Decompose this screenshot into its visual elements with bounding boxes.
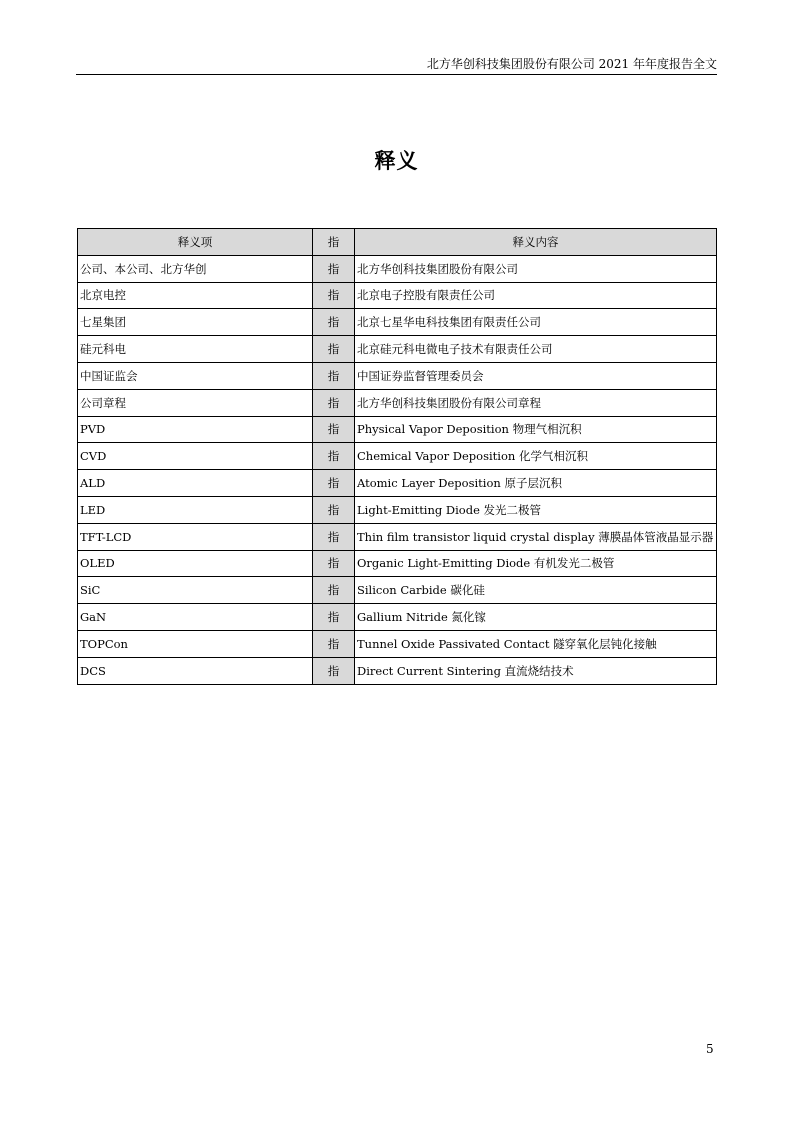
- ref-cell: 指: [313, 389, 355, 416]
- definition-cell: Atomic Layer Deposition 原子层沉积: [355, 470, 717, 497]
- term-cell: ALD: [78, 470, 313, 497]
- definition-cell: 北方华创科技集团股份有限公司: [355, 255, 717, 282]
- term-cell: PVD: [78, 416, 313, 443]
- term-cell: LED: [78, 496, 313, 523]
- column-header-ref: 指: [313, 229, 355, 256]
- definition-cell: 北京七星华电科技集团有限责任公司: [355, 309, 717, 336]
- ref-cell: 指: [313, 577, 355, 604]
- definition-cell: Gallium Nitride 氮化镓: [355, 604, 717, 631]
- ref-cell: 指: [313, 309, 355, 336]
- term-cell: DCS: [78, 657, 313, 684]
- term-cell: TOPCon: [78, 630, 313, 657]
- definition-cell: 北京硅元科电微电子技术有限责任公司: [355, 336, 717, 363]
- term-cell: 公司、本公司、北方华创: [78, 255, 313, 282]
- ref-cell: 指: [313, 255, 355, 282]
- ref-cell: 指: [313, 523, 355, 550]
- table-row: [78, 255, 717, 282]
- table-row: [78, 550, 717, 577]
- page-number: 5: [706, 1042, 714, 1056]
- table-row: [78, 577, 717, 604]
- ref-cell: 指: [313, 630, 355, 657]
- term-cell: 硅元科电: [78, 336, 313, 363]
- term-cell: SiC: [78, 577, 313, 604]
- definition-cell: 北方华创科技集团股份有限公司章程: [355, 389, 717, 416]
- term-cell: 七星集团: [78, 309, 313, 336]
- ref-cell: 指: [313, 362, 355, 389]
- table-row: [78, 630, 717, 657]
- ref-cell: 指: [313, 604, 355, 631]
- ref-cell: 指: [313, 443, 355, 470]
- table-row: [78, 389, 717, 416]
- table-row: [78, 470, 717, 497]
- table-body: [78, 255, 717, 684]
- ref-cell: 指: [313, 336, 355, 363]
- table-row: [78, 416, 717, 443]
- definition-cell: Tunnel Oxide Passivated Contact 隧穿氧化层钝化接触: [355, 630, 717, 657]
- table-header-row: [78, 229, 717, 256]
- definition-cell: 中国证券监督管理委员会: [355, 362, 717, 389]
- column-header-term: 释义项: [78, 229, 313, 256]
- term-cell: 公司章程: [78, 389, 313, 416]
- definition-cell: Thin film transistor liquid crystal display 薄膜晶体管液晶显示器: [355, 523, 717, 550]
- ref-cell: 指: [313, 470, 355, 497]
- definition-cell: Direct Current Sintering 直流烧结技术: [355, 657, 717, 684]
- page-header: 北方华创科技集团股份有限公司 2021 年年度报告全文: [76, 56, 717, 75]
- table-row: [78, 523, 717, 550]
- column-header-definition: 释义内容: [355, 229, 717, 256]
- definition-cell: Organic Light-Emitting Diode 有机发光二极管: [355, 550, 717, 577]
- table-row: [78, 282, 717, 309]
- table-row: [78, 443, 717, 470]
- ref-cell: 指: [313, 496, 355, 523]
- term-cell: 中国证监会: [78, 362, 313, 389]
- ref-cell: 指: [313, 416, 355, 443]
- table-row: [78, 604, 717, 631]
- term-cell: TFT-LCD: [78, 523, 313, 550]
- table-row: [78, 362, 717, 389]
- page-title: 释义: [374, 149, 419, 173]
- definition-cell: Silicon Carbide 碳化硅: [355, 577, 717, 604]
- term-cell: CVD: [78, 443, 313, 470]
- table-row: [78, 657, 717, 684]
- term-cell: OLED: [78, 550, 313, 577]
- definition-cell: Light-Emitting Diode 发光二极管: [355, 496, 717, 523]
- term-cell: GaN: [78, 604, 313, 631]
- definitions-table: [77, 228, 717, 685]
- definition-cell: 北京电子控股有限责任公司: [355, 282, 717, 309]
- definition-cell: Chemical Vapor Deposition 化学气相沉积: [355, 443, 717, 470]
- ref-cell: 指: [313, 282, 355, 309]
- table-row: [78, 496, 717, 523]
- table-row: [78, 336, 717, 363]
- table-row: [78, 309, 717, 336]
- ref-cell: 指: [313, 657, 355, 684]
- term-cell: 北京电控: [78, 282, 313, 309]
- ref-cell: 指: [313, 550, 355, 577]
- definition-cell: Physical Vapor Deposition 物理气相沉积: [355, 416, 717, 443]
